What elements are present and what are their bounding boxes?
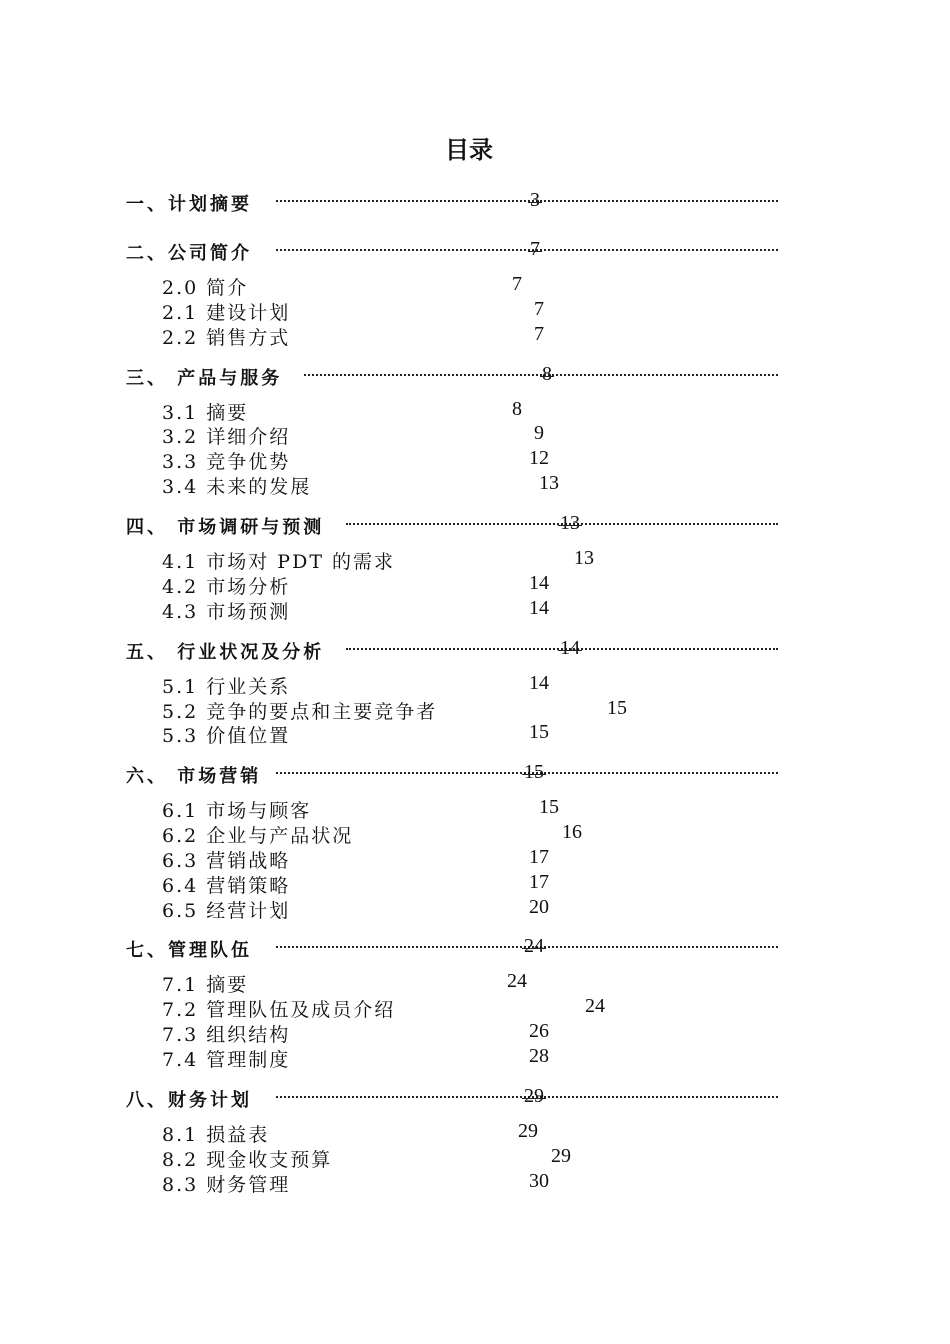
toc-item-label: 7.3 组织结构 [162, 1024, 291, 1046]
toc-chapter-label: 五、 行业状况及分析 [126, 638, 330, 664]
toc-page-number: 26 [529, 1020, 549, 1042]
toc-page-number: 24 [585, 995, 605, 1017]
toc-page-number: 15 [524, 761, 544, 783]
toc-item-label: 6.4 营销策略 [162, 875, 291, 897]
toc-page-number: 17 [529, 871, 549, 893]
toc-page-number: 13 [539, 472, 559, 494]
toc-page-number: 16 [562, 821, 582, 843]
toc-chapter-label: 二、公司简介 [126, 239, 258, 265]
toc-page-number: 8 [542, 363, 552, 385]
toc-page-number: 29 [551, 1145, 571, 1167]
toc-item-label: 8.2 现金收支预算 [162, 1149, 333, 1171]
toc-chapter-label: 三、 产品与服务 [126, 364, 288, 390]
toc-item-label: 5.1 行业关系 [162, 676, 291, 698]
toc-page-number: 29 [518, 1120, 538, 1142]
toc-item-label: 2.1 建设计划 [162, 302, 291, 324]
toc-page-number: 24 [524, 935, 544, 957]
toc-chapter[interactable] [126, 1082, 778, 1112]
toc-item-label: 4.2 市场分析 [162, 576, 291, 598]
dot-leader [276, 200, 778, 202]
toc-page-number: 14 [529, 672, 549, 694]
toc-item-label: 2.2 销售方式 [162, 327, 291, 349]
toc-page-number: 14 [529, 597, 549, 619]
toc-page-number: 13 [560, 512, 580, 534]
toc-chapter-label: 四、 市场调研与预测 [126, 513, 330, 539]
toc-page-number: 15 [607, 697, 627, 719]
toc-page-number: 7 [534, 323, 544, 345]
toc-item-label: 4.1 市场对 PDT 的需求 [162, 551, 396, 573]
dot-leader [276, 249, 778, 251]
toc-chapter[interactable] [126, 509, 778, 539]
toc-page-number: 17 [529, 846, 549, 868]
toc-item-label: 7.1 摘要 [162, 974, 249, 996]
toc-page-number: 15 [529, 721, 549, 743]
toc-page-number: 20 [529, 896, 549, 918]
toc-chapter[interactable] [126, 235, 778, 265]
toc-page-number: 7 [530, 238, 540, 260]
toc-page-number: 7 [512, 273, 522, 295]
toc-page-number: 15 [539, 796, 559, 818]
toc-chapter-label: 一、计划摘要 [126, 190, 258, 216]
toc-page-number: 14 [529, 572, 549, 594]
toc-page-number: 24 [507, 970, 527, 992]
toc-page-number: 12 [529, 447, 549, 469]
toc-item-label: 2.0 简介 [162, 277, 249, 299]
toc-item-label: 8.3 财务管理 [162, 1174, 291, 1196]
toc-chapter[interactable] [126, 758, 778, 788]
toc-item-label: 3.2 详细介绍 [162, 426, 291, 448]
toc-item-label: 8.1 损益表 [162, 1124, 270, 1146]
toc-item-label: 5.2 竞争的要点和主要竞争者 [162, 701, 438, 723]
toc-page-number: 14 [560, 637, 580, 659]
toc-item-label: 3.1 摘要 [162, 402, 249, 424]
toc-page-number: 9 [534, 422, 544, 444]
toc-item-label: 3.4 未来的发展 [162, 476, 312, 498]
toc-chapter[interactable] [126, 360, 778, 390]
toc-chapter-label: 六、 市场营销 [126, 762, 267, 788]
toc-item-label: 6.5 经营计划 [162, 900, 291, 922]
toc-item-label: 7.2 管理队伍及成员介绍 [162, 999, 396, 1021]
toc-title: 目录 [445, 136, 493, 164]
toc-chapter[interactable] [126, 932, 778, 962]
toc-page-number: 30 [529, 1170, 549, 1192]
toc-chapter[interactable] [126, 634, 778, 664]
toc-item-label: 4.3 市场预测 [162, 601, 291, 623]
toc-chapter-label: 七、管理队伍 [126, 936, 258, 962]
toc-page-number: 13 [574, 547, 594, 569]
toc-item-label: 6.3 营销战略 [162, 850, 291, 872]
toc-item-label: 6.2 企业与产品状况 [162, 825, 354, 847]
toc-page-number: 8 [512, 398, 522, 420]
toc-chapter[interactable] [126, 186, 778, 216]
toc-item-label: 5.3 价值位置 [162, 725, 291, 747]
toc-item-label: 6.1 市场与顾客 [162, 800, 312, 822]
toc-chapter-label: 八、财务计划 [126, 1086, 258, 1112]
toc-page-number: 28 [529, 1045, 549, 1067]
toc-item-label: 3.3 竞争优势 [162, 451, 291, 473]
toc-page-number: 7 [534, 298, 544, 320]
toc-page-number: 29 [524, 1085, 544, 1107]
toc-page-number: 3 [530, 189, 540, 211]
toc-item-label: 7.4 管理制度 [162, 1049, 291, 1071]
